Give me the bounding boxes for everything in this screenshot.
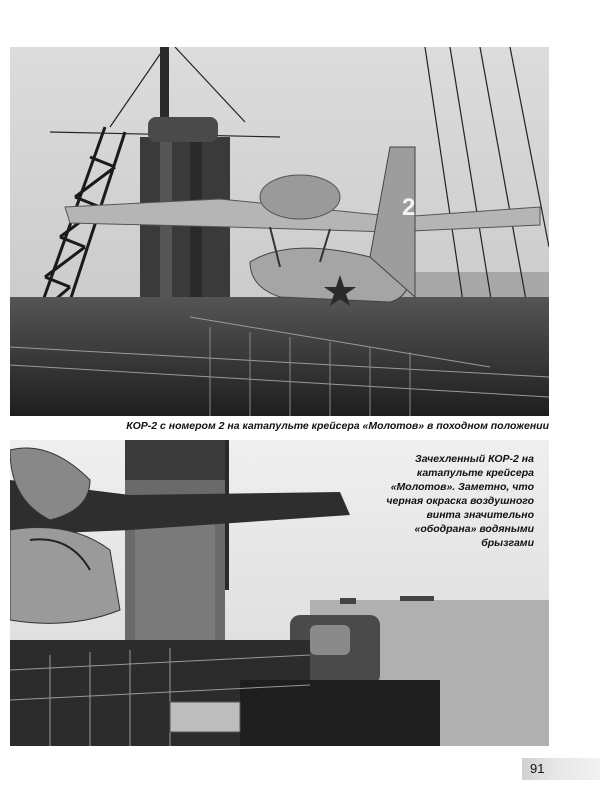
aircraft-tail-number: 2	[402, 194, 416, 221]
page-number: 91	[530, 761, 545, 776]
caption-bottom: Зачехленный КОР-2 на катапульте крейсера «Молотов». Заметно, что черная окраска воздушного винта значительно «ободрана» водяными брызгами	[386, 453, 534, 549]
page-number-box	[522, 758, 600, 780]
caption-top: КОР-2 с номером 2 на катапульте крейсера «Молотов» в походном положении	[126, 420, 549, 432]
photo-top-kor2-on-catapult	[10, 47, 549, 416]
